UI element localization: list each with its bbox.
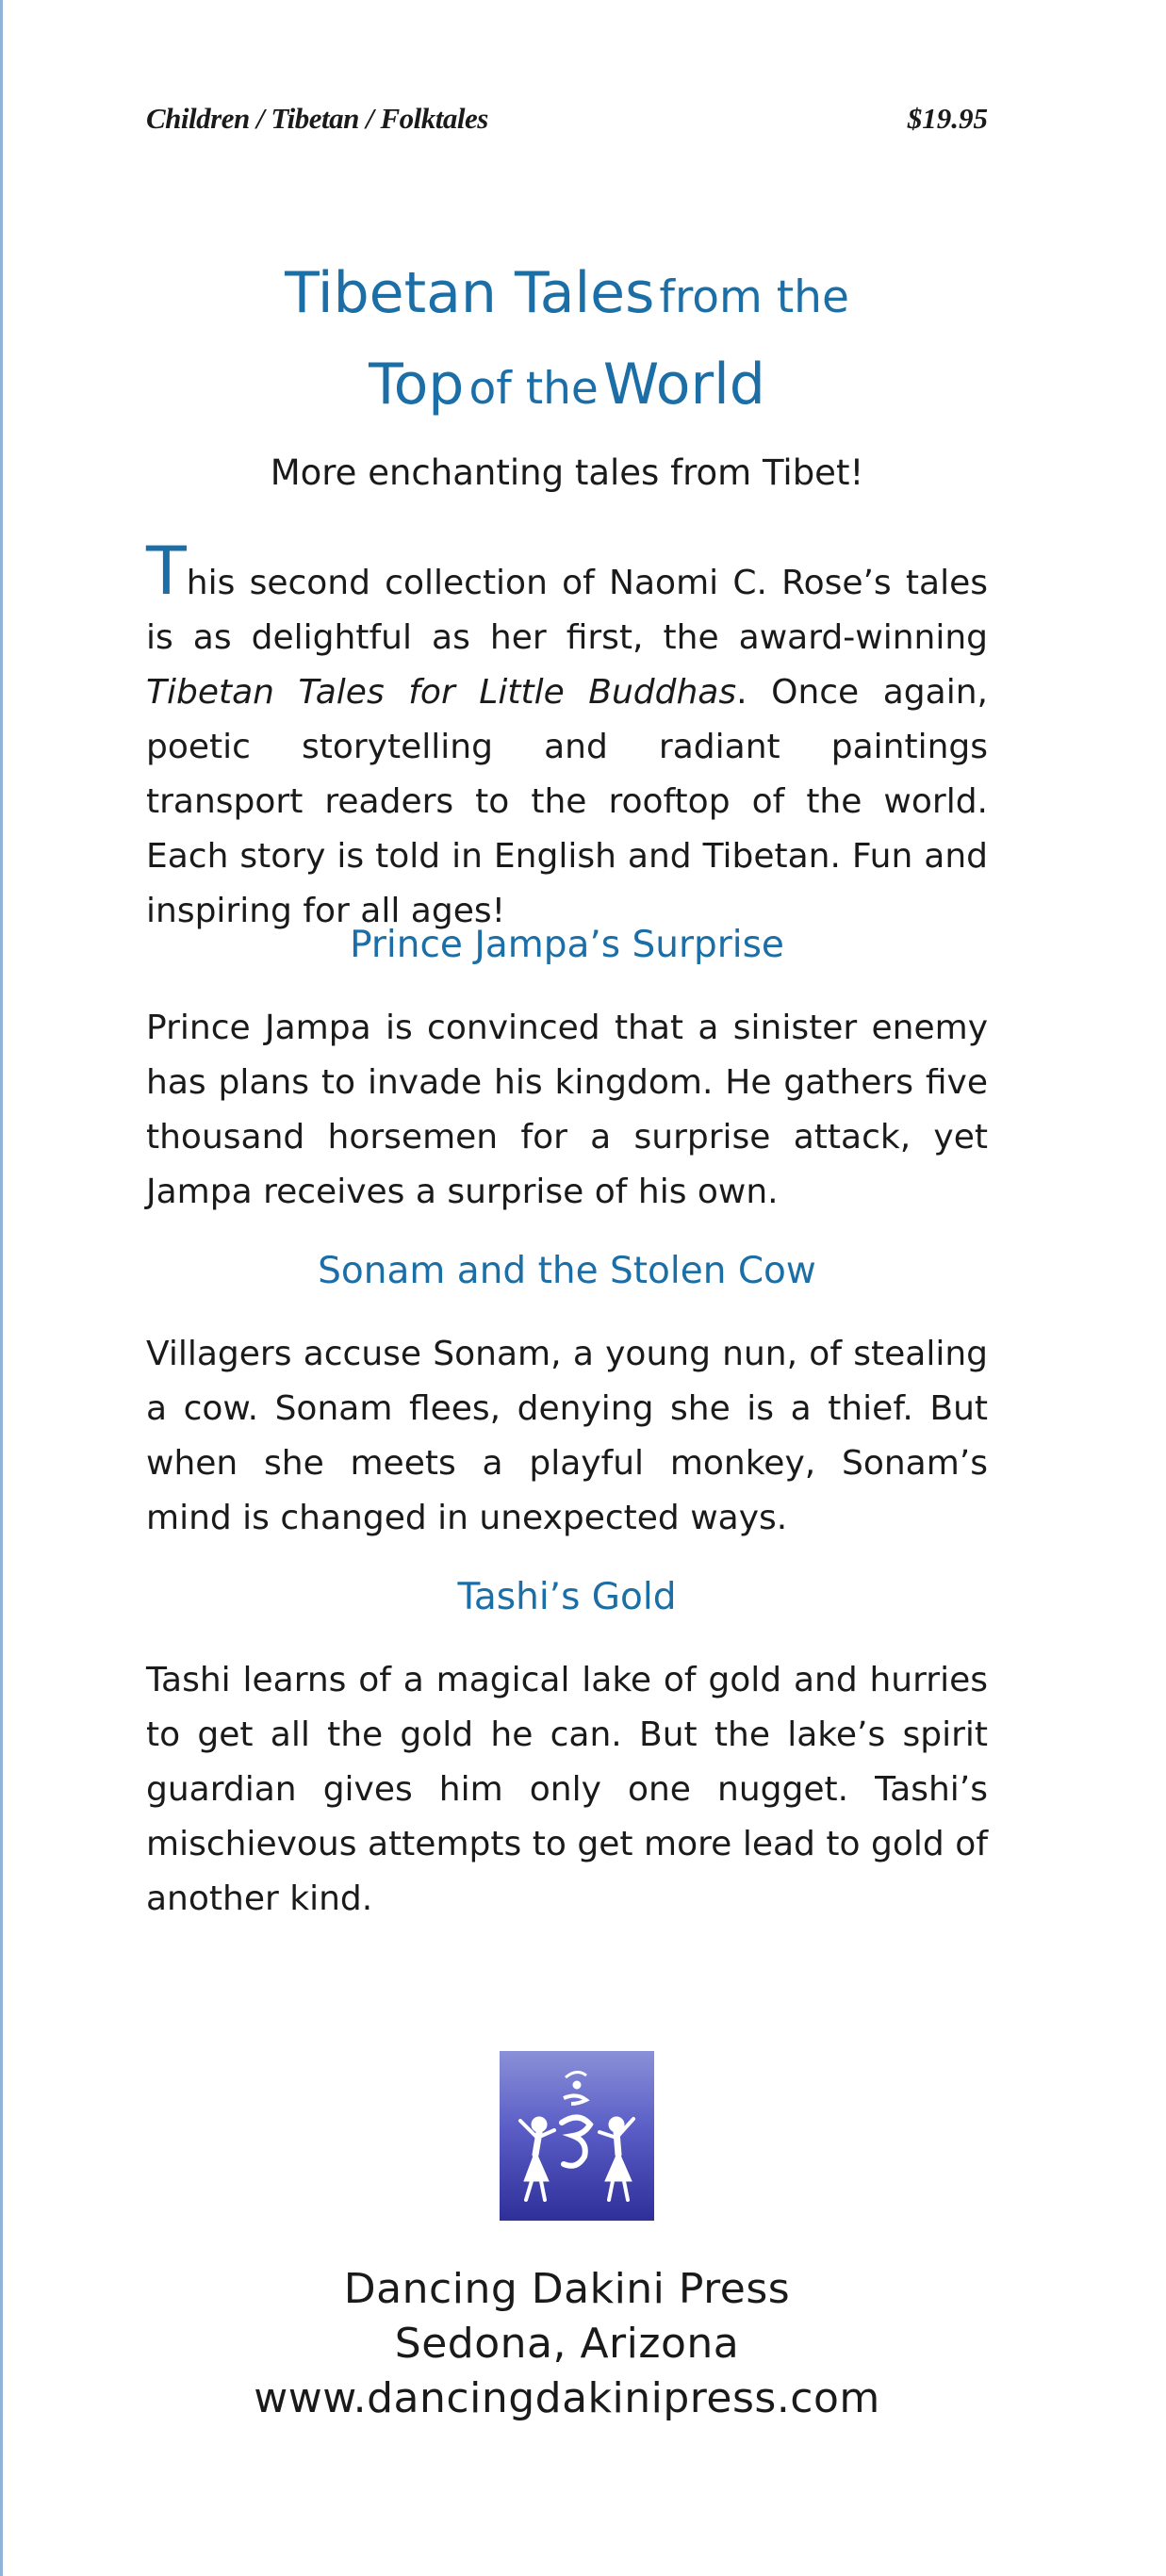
title-word-tibetan-tales: Tibetan Tales: [285, 260, 655, 326]
publisher-block: [146, 2262, 988, 2426]
title-line-2: [146, 346, 988, 437]
back-cover: [146, 0, 988, 2576]
title-word-world: World: [602, 352, 765, 418]
left-edge-rule: [0, 0, 3, 2576]
publisher-logo: [500, 2051, 654, 2221]
story-text-2: Villagers accuse Sonam, a young nun, of stealing a cow. Sonam flees, denying she is a thief. But when she meets a playful monkey, Sonam’s mind is changed in unexpected ways.: [146, 1335, 988, 1537]
price-label: $19.95: [907, 102, 988, 135]
header-line: [146, 102, 988, 139]
title-line-1: [146, 254, 988, 346]
tagline: More enchanting tales from Tibet!: [270, 452, 864, 493]
intro-paragraph: [146, 533, 988, 939]
publisher-name: Dancing Dakini Press: [343, 2265, 791, 2313]
story-text-3: Tashi learns of a magical lake of gold and hurries to get all the gold he can. But the lake’s spirit guardian gives him only one nugget. Tashi’s mischievous attempts to get more lead to gold of another kind.: [146, 1661, 988, 1918]
title-word-from-the: from the: [659, 271, 849, 323]
title-word-of-the: of the: [468, 363, 599, 415]
drop-cap: T: [146, 533, 187, 610]
publisher-website[interactable]: www.dancingdakinipress.com: [254, 2374, 880, 2422]
intro-text-before: his second collection of Naomi C. Rose’s tales is as delightful as her first, the award-winning: [146, 564, 988, 657]
story-text-1: Prince Jampa is convinced that a sinister enemy has plans to invade his kingdom. He gathers five thousand horsemen for a surprise attack, yet Jampa receives a surprise of his own.: [146, 1009, 988, 1211]
intro-book-title: Tibetan Tales for Little Buddhas: [146, 673, 737, 712]
story-title-1: Prince Jampa’s Surprise: [350, 924, 784, 966]
title-word-top: Top: [369, 352, 465, 418]
story-title-2: Sonam and the Stolen Cow: [318, 1250, 816, 1292]
category-label: Children / Tibetan / Folktales: [146, 102, 488, 135]
publisher-location: Sedona, Arizona: [394, 2320, 740, 2368]
book-title: [146, 254, 988, 437]
intro-text-after: . Once again, poetic storytelling and radiant paintings transport readers to the rooftop of the world. Each story is told in English and Tibetan. Fun and inspiring for all ages!: [146, 673, 988, 930]
dancing-dakini-icon: [500, 2051, 654, 2221]
story-title-3: Tashi’s Gold: [457, 1576, 677, 1618]
